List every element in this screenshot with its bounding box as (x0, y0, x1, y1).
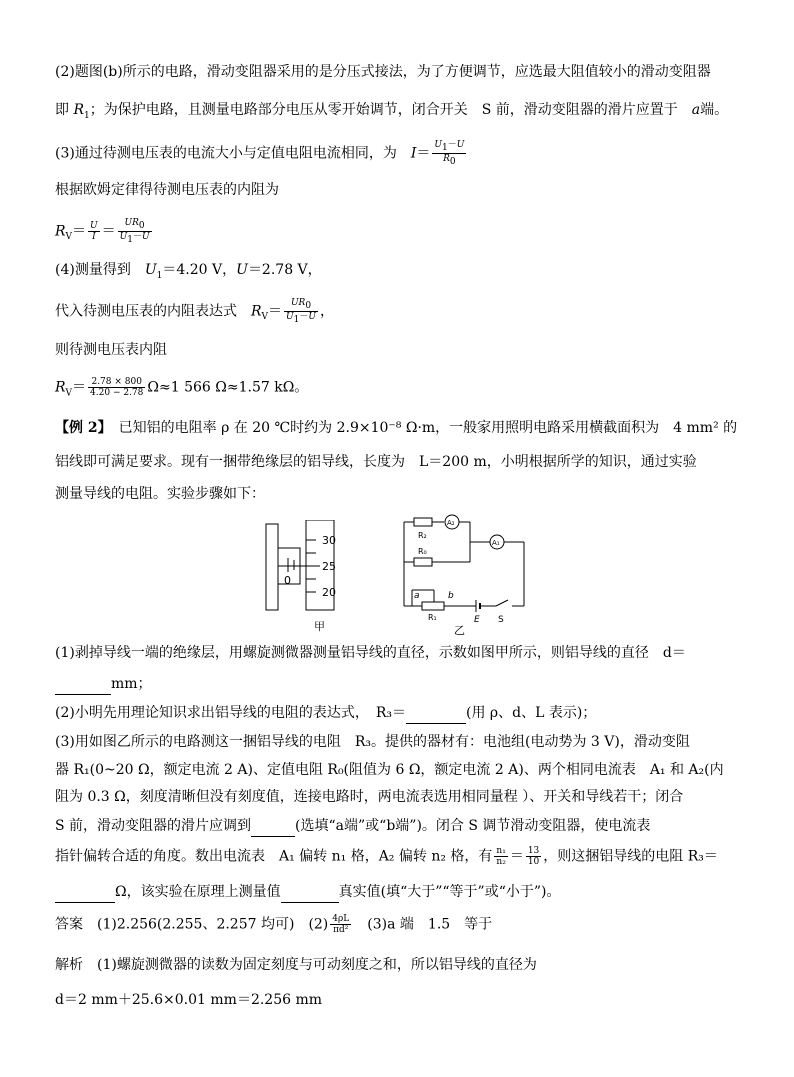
s2-line1: (2)题图(b)所示的电路，滑动变阻器采用的是分压式接法，为了方便调节，应选最大阻值较小的滑动变阻器 (55, 64, 711, 80)
label-r0: R₀ (418, 547, 427, 556)
scale-25: 25 (322, 560, 336, 573)
current-formula-fraction: $\frac{U_1-U}{R_0}$ (434, 140, 465, 167)
s3-line1: (3)通过待测电压表的电流大小与定值电阻电流相同，为 I＝ $\frac{U_1-U}{R_0}$ (55, 140, 465, 167)
q3-line4: S 前，滑动变阻器的滑片应调到 (选填“a端”或“b端”)。闭合 S 调节滑动变阻器，使电流表 (55, 816, 650, 837)
analysis-line1: 解析 (1)螺旋测微器的读数为固定刻度与可动刻度之和，所以铝导线的直径为 (55, 957, 537, 973)
answer-line: 答案 (1)2.256(2.255、2.257 均可) (2) $\frac{4\rho L}{\text{πd²}}$ (3)a 端 1.5 等于 (55, 914, 493, 935)
label-a: a (414, 591, 420, 601)
answer-blank-d[interactable] (55, 674, 111, 695)
figure-micrometer-jia (264, 520, 382, 636)
s4-line1: (4)测量得到 $U_1=4.20$ V，U＝2.78 V， (55, 262, 322, 281)
rv-result: $R_V=$ $\frac{2.78 \times 800}{4.20 - 2.78}$ Ω≈1 566 Ω≈1.57 kΩ。 (55, 377, 309, 399)
q3-line1: (3)用如图乙所示的电路测这一捆铝导线的电阻 R₃。提供的器材有：电池组(电动势为 3 V)，滑动变阻 (55, 734, 690, 750)
scale-20: 20 (322, 586, 336, 599)
s4-line2: 代入待测电压表的内阻表达式 $R_V=$ $\frac{UR_0}{U_1-U}$ ， (55, 298, 334, 325)
label-r2: R₂ (418, 531, 427, 540)
answer-blank-r3-expr[interactable] (406, 703, 466, 724)
figure-circuit-yi (392, 510, 532, 636)
label-e: E (474, 615, 480, 625)
label-a1: A₁ (492, 539, 500, 547)
answer-blank-slider[interactable] (251, 816, 295, 837)
example2-line3: 测量导线的电阻。实验步骤如下： (55, 486, 265, 502)
label-a2: A₂ (447, 519, 455, 527)
q2-line: (2)小明先用理论知识求出铝导线的电阻的表达式， R₃＝ (用 ρ、d、L 表示)； (55, 703, 596, 724)
s3-line2: 根据欧姆定律得待测电压表的内阻为 (55, 182, 279, 198)
example2-line2: 铝线即可满足要求。现有一捆带绝缘层的铝导线，长度为 L＝200 m，小明根据所学的知识，通过实验 (55, 454, 697, 470)
q3-line5: 指针偏转合适的角度。数出电流表 A₁ 偏转 n₁ 格，A₂ 偏转 n₂ 格，有 $\frac{\text{n₁}}{\text{n₂}}$ ＝ $\frac{13}{10}$ ，则这捆铝导线的电阻 R₃＝ (55, 846, 718, 867)
label-r1: R₁ (428, 613, 437, 622)
q3-line3: 阻为 0.3 Ω，刻度清晰但没有刻度值，连接电路时，两电流表选用相同量程 ）、开关和导线若干；闭合 (55, 789, 684, 805)
q3-line6: Ω，该实验在原理上测量值 真实值(填“大于”“等于”或“小于”)。 (55, 882, 560, 903)
figure-jia-label: 甲 (314, 620, 325, 633)
analysis-line2: d＝2 mm＋25.6×0.01 mm＝2.256 mm (55, 992, 323, 1008)
label-b: b (448, 591, 454, 601)
answer-blank-r3-value[interactable] (55, 882, 115, 903)
s2-line2: 即 $R_1$；为保护电路，且测量电路部分电压从零开始调节，闭合开关 S 前，滑动变阻器的滑片应置于 a端。 (55, 102, 729, 121)
answer-blank-compare[interactable] (281, 882, 339, 903)
analysis-label: 解析 (55, 957, 83, 973)
answer-label: 答案 (55, 916, 83, 933)
scale-30: 30 (322, 534, 336, 547)
figure-yi-label: 乙 (454, 624, 465, 636)
scale-0: 0 (284, 574, 291, 587)
example2-line1: 【例 2】 已知铝的电阻率 ρ 在 20 ℃时约为 2.9×10⁻⁸ Ω·m，一般家用照明电路采用横截面积为 4 mm² 的 (55, 420, 738, 436)
q1-line2: mm； (55, 674, 152, 695)
q1-line1: (1)剥掉导线一端的绝缘层，用螺旋测微器测量铝导线的直径，示数如图甲所示，则铝导线的直径 d＝ (55, 645, 686, 661)
q3-line2: 器 R₁(0~20 Ω，额定电流 2 A)、定值电阻 R₀(阻值为 6 Ω，额定电流 2 A)、两个相同电流表 A₁ 和 A₂(内 (55, 762, 724, 778)
example2-tag: 【例 2】 (55, 420, 105, 436)
s4-line3: 则待测电压表内阻 (55, 342, 167, 358)
rv-formula: $R_V=$ $\frac{U}{I}$ ＝ $\frac{UR_0}{U_1-U}$ (55, 218, 150, 245)
label-s: S (498, 615, 504, 625)
